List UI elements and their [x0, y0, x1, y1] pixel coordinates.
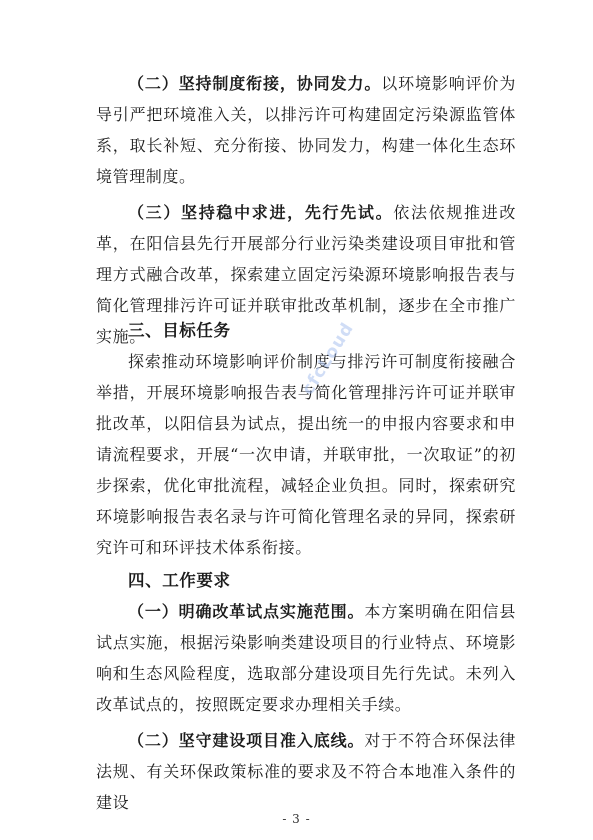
paragraph-coordination	[96, 68, 516, 192]
paragraph-lead: （二）坚持制度衔接，协同发力。	[128, 74, 382, 93]
paragraph-body: 本方案明确在阳信县试点实施，根据污染影响类建设项目的行业特点、环境影响和生态风险程度，选取部分建设项目先行先试。未列入改革试点的，按照既定要求办理相关手续。	[96, 602, 516, 714]
watermark: cfcLoud	[298, 319, 359, 399]
page-number: - 3 -	[282, 812, 311, 826]
paragraph-lead: （二）坚守建设项目准入底线。	[128, 731, 365, 750]
section-heading-goals: 三、目标任务	[128, 321, 231, 340]
section-heading-requirements: 四、工作要求	[128, 571, 231, 590]
paragraph-lead: （三）坚持稳中求进，先行先试。	[128, 203, 394, 222]
paragraph-scope	[96, 596, 516, 720]
paragraph-body: 探索推动环境影响评价制度与排污许可制度衔接融合举措，开展环境影响报告表与简化管理排污许可证并联审批改革，以阳信县为试点，提出统一的申报内容要求和申请流程要求，开展“一次申请，并联审批，一次取证”的初步探索，优化审批流程，减轻企业负担。同时，探索研究环境影响报告表名录与许可简化管理名录的异同，探索研究许可和环评技术体系衔接。	[96, 352, 516, 557]
paragraph-lead: （一）明确改革试点实施范围。	[128, 602, 365, 621]
paragraph-baseline	[96, 725, 516, 818]
paragraph-body: 对于不符合环保法律法规、有关环保政策标准的要求及不符合本地准入条件的建设	[96, 731, 516, 812]
paragraph-body: 以环境影响评价为导引严把环境准入关，以排污许可构建固定污染源监管体系，取长补短、充分衔接、协同发力，构建一体化生态环境管理制度。	[96, 74, 516, 186]
paragraph-goals	[96, 346, 516, 563]
paragraph-body: 依法依规推进改革，在阳信县先行开展部分行业污染类建设项目审批和管理方式融合改革，探索建立固定污染源环境影响报告表与简化管理排污许可证并联审批改革机制，逐步在全市推广实施。	[96, 203, 516, 346]
